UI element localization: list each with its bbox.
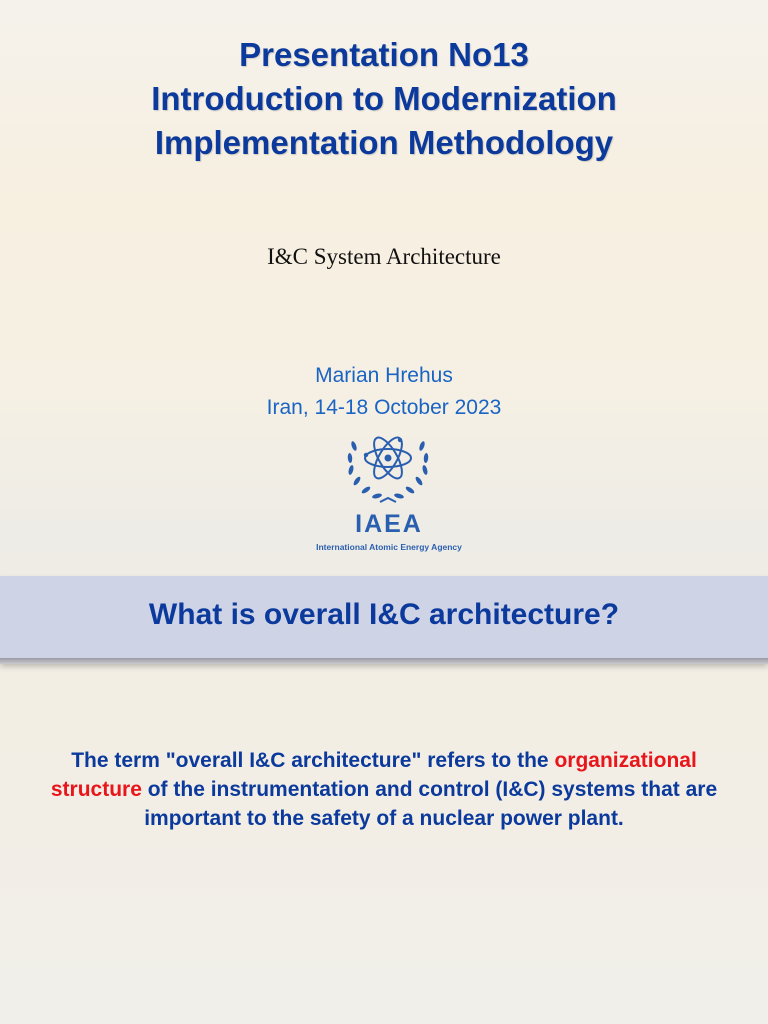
definition-text-start: The term "overall I&C architecture" refers to the — [71, 749, 555, 772]
definition-highlight: organizational structure — [50, 749, 697, 801]
iaea-logo-icon — [340, 428, 436, 510]
author-block — [0, 360, 768, 424]
event-location-date: Iran, 14-18 October 2023 — [266, 396, 502, 419]
definition-paragraph — [40, 746, 728, 833]
iaea-tagline: International Atomic Energy Agency — [316, 542, 462, 552]
band-divider — [0, 658, 768, 664]
title-line-3: Implementation Methodology — [154, 124, 614, 161]
title-line-1: Presentation No13 — [239, 36, 529, 73]
presentation-title — [0, 33, 768, 165]
title-line-2: Introduction to Modernization — [151, 80, 617, 117]
iaea-wordmark: IAEA — [355, 510, 423, 538]
definition-text-end: of the instrumentation and control (I&C) systems that are important to the safety of a nuclear power plant. — [141, 778, 718, 830]
presentation-subtitle: I&C System Architecture — [267, 244, 501, 269]
author-name: Marian Hrehus — [315, 364, 453, 387]
section-heading: What is overall I&C architecture? — [148, 598, 620, 631]
